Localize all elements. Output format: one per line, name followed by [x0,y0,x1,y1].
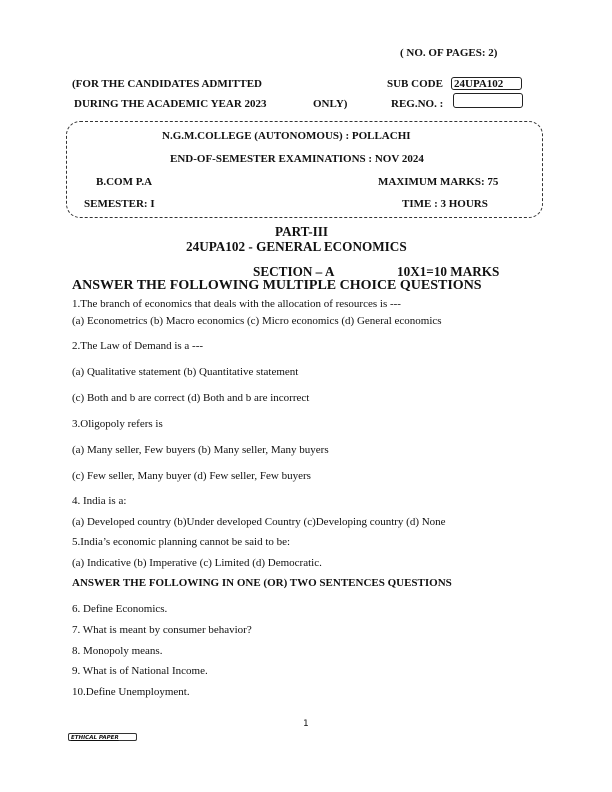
question-1-options: (a) Econometrics (b) Macro economics (c) Micro economics (d) General economics [72,315,442,327]
reg-no-label: REG.NO. : [391,98,444,110]
page-number: 1 [303,719,309,729]
question-4-options: (a) Developed country (b)Under developed Country (c)Developing country (d) None [72,516,446,528]
question-1: 1.The branch of economics that deals with the allocation of resources is --- [72,298,401,310]
question-2-options-b: (c) Both and b are correct (d) Both and b are incorrect [72,392,310,404]
admitted-line-1: (FOR THE CANDIDATES ADMITTED [72,78,262,90]
mcq-heading: ANSWER THE FOLLOWING MULTIPLE CHOICE QUESTIONS [72,278,482,293]
part-title: PART-III [275,224,329,239]
programme: B.COM P.A [96,176,153,188]
question-9: 9. What is of National Income. [72,665,208,677]
question-3-options-a: (a) Many seller, Few buyers (b) Many seller, Many buyers [72,444,329,456]
sub-code-box: 24UPA102 [451,77,522,90]
admitted-only: ONLY) [313,98,348,110]
question-3: 3.Oligopoly refers is [72,418,163,430]
question-5: 5.India’s economic planning cannot be said to be: [72,536,291,548]
sub-code-label: SUB CODE [387,78,443,90]
ethical-paper-stamp: ETHICAL PAPER [68,733,137,741]
college-name: N.G.M.COLLEGE (AUTONOMOUS) : POLLACHI [162,130,411,142]
subject-title: 24UPA102 - GENERAL ECONOMICS [186,239,407,254]
exam-name: END-OF-SEMESTER EXAMINATIONS : NOV 2024 [170,153,424,165]
question-4: 4. India is a: [72,495,127,507]
duration: TIME : 3 HOURS [402,198,488,210]
question-7: 7. What is meant by consumer behavior? [72,624,252,636]
question-2-options-a: (a) Qualitative statement (b) Quantitative statement [72,366,299,378]
admitted-line-2: DURING THE ACADEMIC YEAR 2023 [74,98,267,110]
question-3-options-b: (c) Few seller, Many buyer (d) Few seller, Few buyers [72,470,311,482]
question-10: 10.Define Unemployment. [72,686,190,698]
question-8: 8. Monopoly means. [72,645,163,657]
page-count: ( NO. OF PAGES: 2) [400,47,498,59]
question-2: 2.The Law of Demand is a --- [72,340,204,352]
short-answer-heading: ANSWER THE FOLLOWING IN ONE (OR) TWO SENTENCES QUESTIONS [72,577,452,589]
reg-no-box [453,93,523,108]
section-title: SECTION – A [253,264,335,279]
max-marks: MAXIMUM MARKS: 75 [378,176,499,188]
section-marks: 10X1=10 MARKS [397,264,500,279]
semester: SEMESTER: I [84,198,155,210]
question-6: 6. Define Economics. [72,603,168,615]
question-5-options: (a) Indicative (b) Imperative (c) Limited (d) Democratic. [72,557,322,569]
